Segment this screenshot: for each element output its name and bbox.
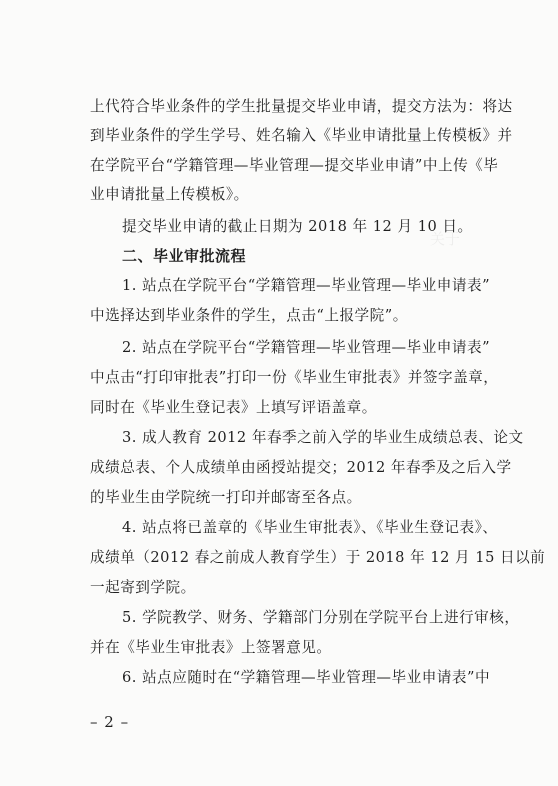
step-3-line: 的毕业生由学院统一打印并邮寄至各点。 [90, 489, 362, 506]
step-4-line: 一起寄到学院。 [90, 579, 196, 596]
step-1-line: 1. 站点在学院平台“学籍管理—毕业管理—毕业申请表” [122, 277, 491, 294]
step-2-line: 2. 站点在学院平台“学籍管理—毕业管理—毕业申请表” [122, 339, 491, 356]
step-2-line: 中点击“打印审批表”打印一份《毕业生审批表》并签字盖章， [90, 369, 499, 386]
page-number: – 2 – [90, 713, 130, 731]
step-4-line: 4. 站点将已盖章的《毕业生审批表》、《毕业生登记表》、 [122, 519, 498, 536]
paragraph-line: 到毕业条件的学生学号、姓名输入《毕业申请批量上传模板》并 [90, 127, 513, 144]
bleed-through-mark: 关于 [430, 230, 461, 248]
step-6-line: 6. 站点应随时在“学籍管理—毕业管理—毕业申请表”中 [122, 669, 491, 686]
step-5-line: 并在《毕业生审批表》上签署意见。 [90, 639, 332, 656]
step-2-line: 同时在《毕业生登记表》上填写评语盖章。 [90, 399, 377, 416]
step-3-line: 3. 成人教育 2012 年春季之前入学的毕业生成绩总表、论文 [122, 429, 524, 446]
step-3-line: 成绩总表、个人成绩单由函授站提交；2012 年春季及之后入学 [90, 459, 512, 476]
step-4-line: 成绩单（2012 春之前成人教育学生）于 2018 年 12 月 15 日以前 [90, 549, 546, 566]
paragraph-line: 上代符合毕业条件的学生批量提交毕业申请，提交方法为：将达 [90, 98, 513, 115]
step-1-line: 中选择达到毕业条件的学生，点击“上报学院”。 [90, 307, 408, 324]
section-heading: 二、毕业审批流程 [122, 247, 247, 265]
paragraph-line: 在学院平台“学籍管理—毕业管理—提交毕业申请”中上传《毕 [90, 157, 499, 174]
step-5-line: 5. 学院教学、财务、学籍部门分别在学院平台上进行审核， [122, 609, 520, 626]
paragraph-line: 业申请批量上传模板》。 [90, 186, 249, 203]
deadline-line: 提交毕业申请的截止日期为 2018 年 12 月 10 日。 [122, 218, 473, 235]
